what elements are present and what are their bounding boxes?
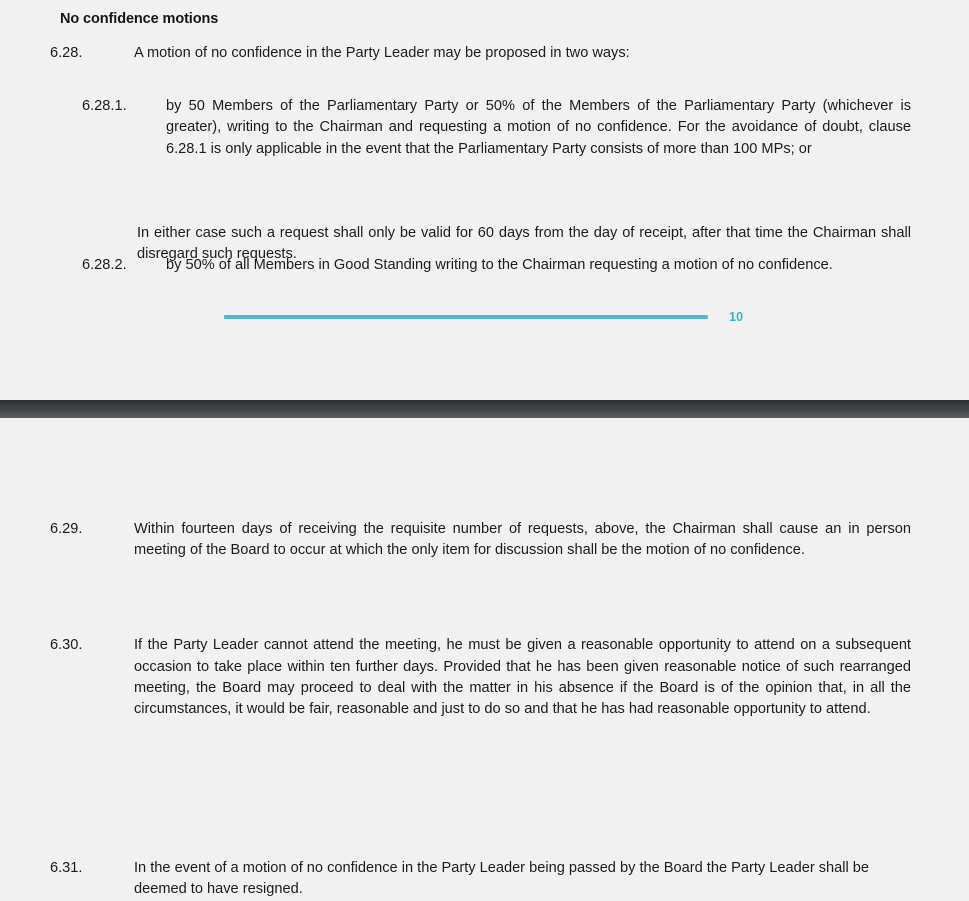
page-footer [224, 310, 754, 332]
clause-text-6-28-1: by 50 Members of the Parliamentary Party or 50% of the Members of the Parliamentary Party (whichever is greater), writing to the Chairman and requesting a motion of no confidence. For the avoidance of doubt, clause 6.28.1 is only applicable in the event that the Parliamentary Party consists of more than 100 MPs; or [166, 98, 911, 157]
clause-number-6-28: 6.28. [50, 45, 83, 61]
footer-rule-divider [224, 315, 708, 319]
page-number: 10 [729, 310, 744, 324]
clause-6-31 [50, 858, 911, 900]
document-page-bottom [0, 418, 969, 898]
clause-text-6-30: If the Party Leader cannot attend the meeting, he must be given a reasonable opportunity to attend on a subsequent occasion to take place within ten further days. Provided that he has been given reasonable notice of such rearranged meeting, the Board may proceed to deal with the matter in his absence if the Board is of the opinion that, in all the circumstances, it would be fair, reasonable and just to do so and that he has had reasonable opportunity to attend. [134, 637, 911, 718]
clause-text-6-28-2: by 50% of all Members in Good Standing writing to the Chairman requesting a motion of no confidence. [166, 256, 833, 273]
page-break-separator [0, 400, 969, 418]
clause-number-6-29: 6.29. [50, 521, 83, 537]
clause-6-28 [50, 43, 911, 64]
clause-6-30 [50, 635, 911, 720]
clause-6-29 [50, 519, 911, 561]
clause-number-6-28-2: 6.28.2. [82, 256, 127, 273]
document-page-top [0, 0, 969, 400]
clause-text-6-29: Within fourteen days of receiving the requisite number of requests, above, the Chairman shall cause an in person meeting of the Board to occur at which the only item for discussion shall be the motion of no confidence. [134, 521, 911, 559]
section-heading-no-confidence-motions: No confidence motions [60, 11, 219, 27]
closing-paragraph-either-case: In either case such a request shall only be valid for 60 days from the day of receipt, after that time the Chairman shall disregard such requests. [137, 225, 911, 263]
clause-text-6-28: A motion of no confidence in the Party Leader may be proposed in two ways: [134, 45, 630, 61]
clause-number-6-30: 6.30. [50, 637, 83, 654]
clause-text-6-31: In the event of a motion of no confidence in the Party Leader being passed by the Board the Party Leader shall be deemed to have resigned. [134, 860, 870, 898]
clause-6-28-1 [82, 96, 911, 160]
clause-number-6-31: 6.31. [50, 860, 83, 877]
clause-number-6-28-1: 6.28.1. [82, 98, 127, 115]
